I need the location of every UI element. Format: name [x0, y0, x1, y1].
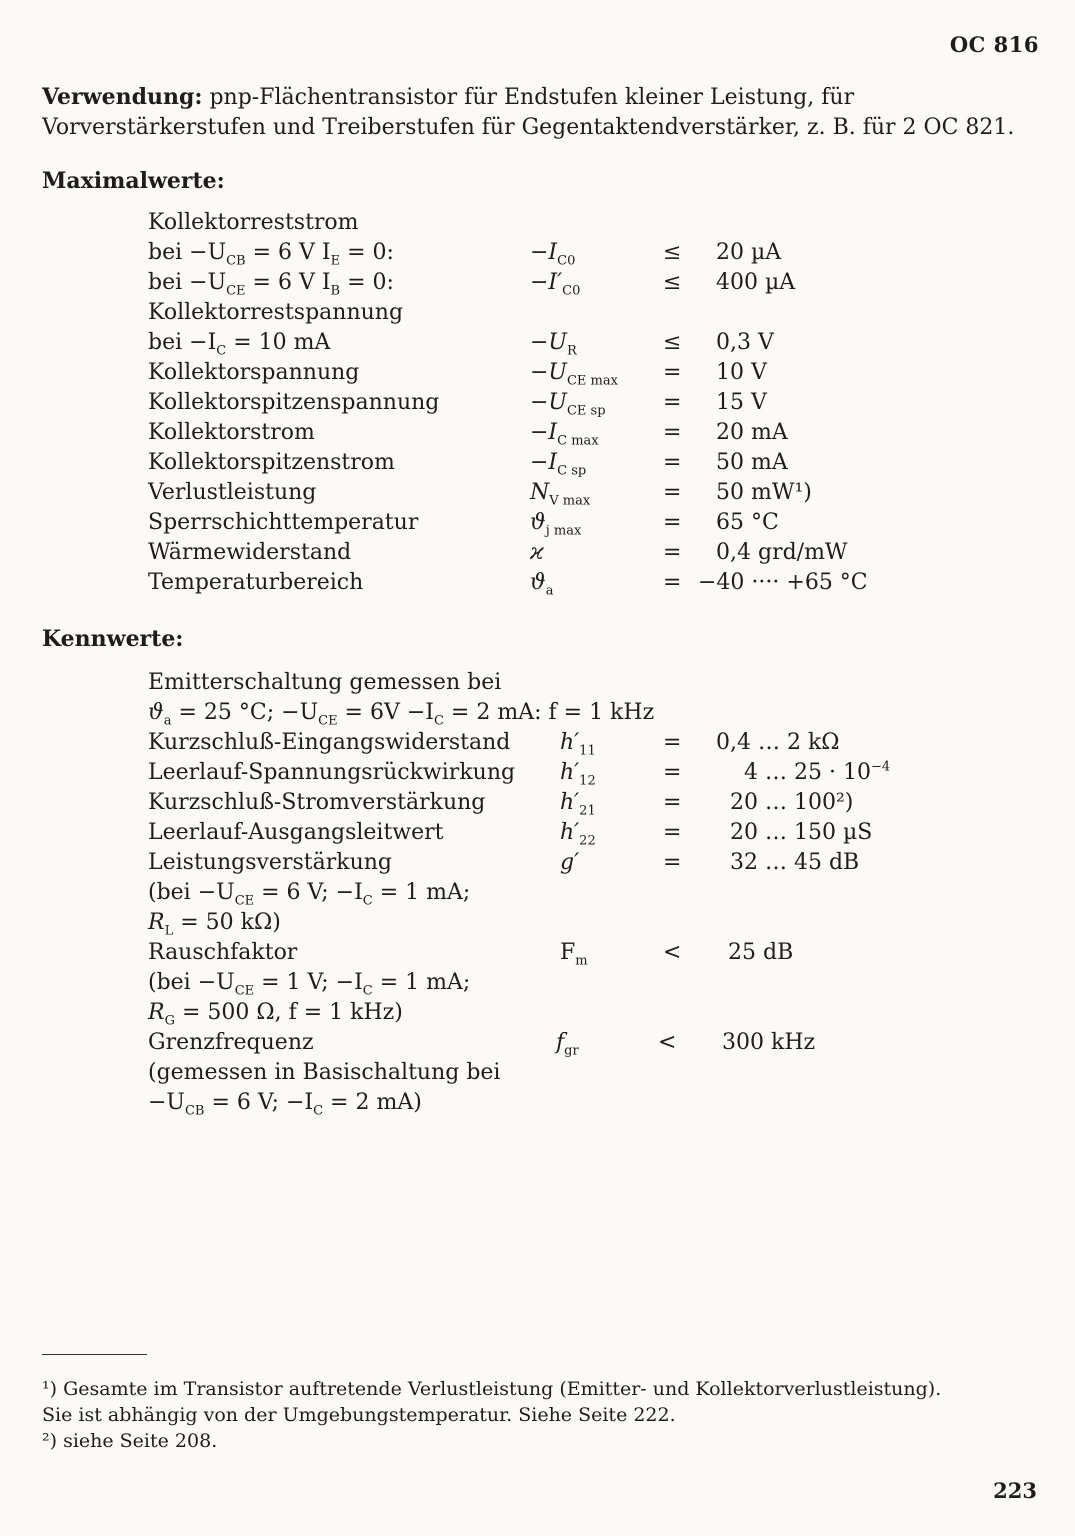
- label-kollektorspitzenspannung: Kollektorspitzenspannung: [148, 390, 440, 415]
- footnote-1-line2: Sie ist abhängig von der Umgebungstemperatur. Siehe Seite 222.: [42, 1404, 676, 1426]
- label-h12: Leerlauf-Spannungsrückwirkung: [148, 760, 516, 785]
- relation-kappa: =: [663, 540, 682, 565]
- relation-tj-max: =: [663, 510, 682, 535]
- page-number: 223: [993, 1478, 1037, 1503]
- symbol-h22: $h'_{22}$: [560, 820, 596, 849]
- symbol-ico: $-I_{C0}$: [530, 240, 576, 269]
- value-uce-max: 10 V: [716, 360, 767, 385]
- fgr-condition-line2: $-U_{CB} = 6$ V; $-I_C = 2$ mA): [148, 1090, 422, 1119]
- symbol-fm: $F_m$: [560, 940, 588, 969]
- relation-fgr: <: [658, 1030, 677, 1055]
- value-ico-prime: 400 µA: [716, 270, 796, 295]
- symbol-ic-sp: $-I_{C sp}$: [530, 450, 587, 479]
- relation-fm: <: [663, 940, 682, 965]
- symbol-tj-max: $ϑ_{j max}$: [530, 510, 582, 539]
- f-condition-line2: $R_G = 500$ Ω, f = 1 kHz): [148, 1000, 403, 1029]
- value-uce-sp: 15 V: [716, 390, 767, 415]
- relation-ic-sp: =: [663, 450, 682, 475]
- relation-h11: =: [663, 730, 682, 755]
- value-nv-max: 50 mW¹): [716, 480, 812, 505]
- footnote-1-line1: ¹) Gesamte im Transistor auftretende Verlustleistung (Emitter- und Kollektorverlustleistung).: [42, 1378, 942, 1400]
- label-grenzfrequenz: Grenzfrequenz: [148, 1030, 314, 1055]
- symbol-h21: $h'_{21}$: [560, 790, 596, 819]
- symbol-h12: $h'_{12}$: [560, 760, 596, 789]
- relation-uce-max: =: [663, 360, 682, 385]
- label-kollektorspannung: Kollektorspannung: [148, 360, 360, 385]
- symbol-ta: $ϑ_a$: [530, 570, 554, 599]
- symbol-ic-max: $-I_{C max}$: [530, 420, 599, 449]
- label-leistungsverstaerkung: Leistungsverstärkung: [148, 850, 392, 875]
- label-verlustleistung: Verlustleistung: [148, 480, 317, 505]
- row-ico-condition: bei $-U_{CB} = 6$ V $I_E = 0$:: [148, 240, 394, 269]
- value-h11: 0,4 … 2 kΩ: [716, 730, 840, 755]
- usage-text: pnp-Flächentransistor für Endstufen kleiner Leistung, für Vorverstärkerstufen und Treiberstufen für Gegentaktendverstärker, z. B. für 2 OC 821.: [42, 85, 1015, 140]
- relation-ta: =: [663, 570, 682, 595]
- label-h22: Leerlauf-Ausgangsleitwert: [148, 820, 444, 845]
- symbol-uce-max: $-U_{CE max}$: [530, 360, 618, 389]
- symbol-nv-max: $N_{V max}$: [530, 480, 591, 509]
- usage-paragraph: [42, 82, 1042, 143]
- value-fm: 25 dB: [728, 940, 794, 965]
- footnote-2: ²) siehe Seite 208.: [42, 1430, 218, 1452]
- value-h21: 20 … 100²): [730, 790, 854, 815]
- heading-kollektorreststrom: Kollektorreststrom: [148, 210, 359, 235]
- label-kollektorspitzenstrom: Kollektorspitzenstrom: [148, 450, 395, 475]
- label-sperrschichttemperatur: Sperrschichttemperatur: [148, 510, 419, 535]
- value-fgr: 300 kHz: [722, 1030, 816, 1055]
- value-ic-max: 20 mA: [716, 420, 788, 445]
- maximalwerte-title: Maximalwerte:: [42, 168, 225, 194]
- symbol-ur: $-U_R$: [530, 330, 577, 359]
- value-ur: 0,3 V: [716, 330, 774, 355]
- label-temperaturbereich: Temperaturbereich: [148, 570, 364, 595]
- relation-ic-max: =: [663, 420, 682, 445]
- relation-nv-max: =: [663, 480, 682, 505]
- value-kappa: 0,4 grd/mW: [716, 540, 848, 565]
- label-h21: Kurzschluß-Stromverstärkung: [148, 790, 486, 815]
- kenn-intro-line2: $ϑ_a = 25$ °C; $-U_{CE} = 6V -I_C = 2$ mA: f = 1 kHz: [148, 700, 655, 729]
- relation-ur: ≤: [663, 330, 682, 355]
- usage-label: Verwendung:: [42, 84, 203, 110]
- heading-kollektorrestspannung: Kollektorrestspannung: [148, 300, 404, 325]
- relation-uce-sp: =: [663, 390, 682, 415]
- row-ico-prime-condition: bei $-U_{CE} = 6$ V $I_B = 0$:: [148, 270, 394, 299]
- value-g: 32 … 45 dB: [730, 850, 860, 875]
- relation-h12: =: [663, 760, 682, 785]
- g-condition-line1: ($bei -U_{CE} = 6$ V; $-I_C = 1$ mA;: [148, 880, 471, 909]
- value-ic-sp: 50 mA: [716, 450, 788, 475]
- label-waermewiderstand: Wärmewiderstand: [148, 540, 352, 565]
- row-ur-condition: bei $-I_C = 10$ mA: [148, 330, 331, 359]
- fgr-condition-line1: (gemessen in Basischaltung bei: [148, 1060, 501, 1085]
- kennwerte-title: Kennwerte:: [42, 626, 184, 652]
- relation-g: =: [663, 850, 682, 875]
- relation-ico: ≤: [663, 240, 682, 265]
- label-rauschfaktor: Rauschfaktor: [148, 940, 298, 965]
- g-condition-line2: $R_L = 50$ kΩ): [148, 910, 281, 939]
- symbol-g: g′: [560, 850, 580, 875]
- symbol-uce-sp: $-U_{CE sp}$: [530, 390, 606, 419]
- kenn-intro-line1: Emitterschaltung gemessen bei: [148, 670, 502, 695]
- symbol-ico-prime: $-I'_{C0}$: [530, 270, 581, 299]
- value-ta: −40 ···· +65 °C: [698, 570, 868, 595]
- symbol-fgr: $f_{gr}$: [556, 1030, 579, 1059]
- relation-h22: =: [663, 820, 682, 845]
- label-h11: Kurzschluß-Eingangswiderstand: [148, 730, 511, 755]
- symbol-h11: $h'_{11}$: [560, 730, 596, 759]
- footnote-rule: [42, 1354, 147, 1355]
- symbol-kappa: ϰ: [530, 540, 544, 565]
- value-h22: 20 … 150 µS: [730, 820, 873, 845]
- value-h12: 4 … $25 \cdot 10^{-4}$: [744, 759, 891, 785]
- label-kollektorstrom: Kollektorstrom: [148, 420, 315, 445]
- f-condition-line1: ($bei -U_{CE} = 1$ V; $-I_C = 1$ mA;: [148, 970, 471, 999]
- relation-h21: =: [663, 790, 682, 815]
- header-code: OC 816: [949, 32, 1039, 57]
- value-tj-max: 65 °C: [716, 510, 779, 535]
- relation-ico-prime: ≤: [663, 270, 682, 295]
- value-ico: 20 µA: [716, 240, 782, 265]
